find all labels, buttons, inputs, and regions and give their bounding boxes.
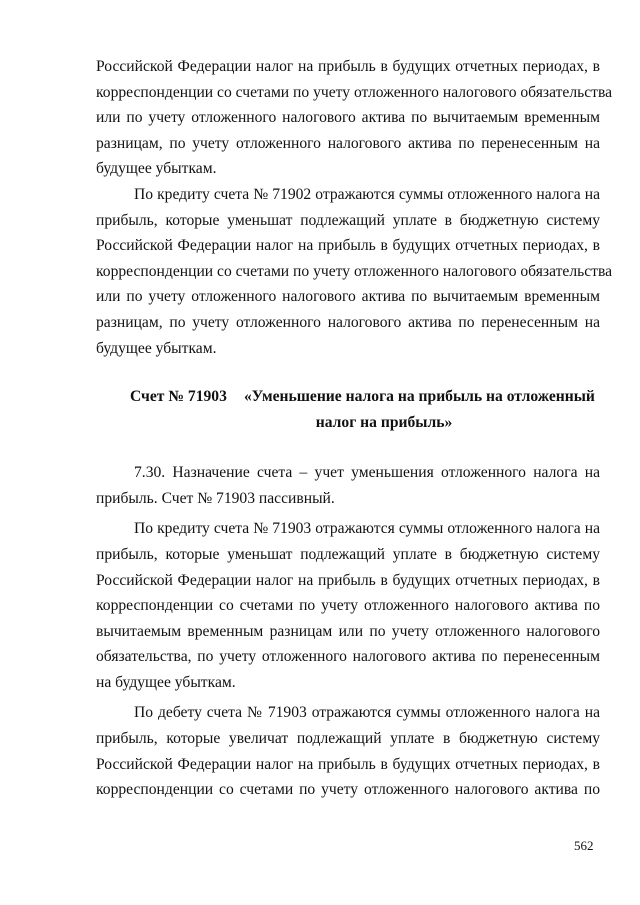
paragraph-purpose (96, 460, 600, 511)
text-line: По кредиту счета № 71902 отражаются суммы отложенного налога на (134, 185, 600, 203)
text-line: По кредиту счета № 71903 отражаются суммы отложенного налога на (134, 520, 600, 538)
paragraph-debit-71903 (96, 700, 600, 802)
text-line: разницам, по учету отложенного налогового актива по перенесенным на (96, 313, 600, 331)
account-code: Счет № 71903 (130, 388, 227, 406)
text-line: прибыль, которые увеличат подлежащий уплате в бюджетную систему (96, 730, 600, 748)
text-line: корреспонденции со счетами по учету отложенного налогового обязательства (96, 262, 613, 280)
account-title-line-2: налог на прибыль» (315, 413, 453, 431)
text-line: корреспонденции со счетами по учету отложенного налогового актива по (96, 781, 600, 799)
text-line: разницам, по учету отложенного налогового актива по перенесенным на (96, 134, 600, 152)
text-line: Российской Федерации налог на прибыль в будущих отчетных периодах, в (96, 755, 600, 773)
text-line: По дебету счета № 71903 отражаются суммы отложенного налога на (134, 704, 600, 722)
section-heading (96, 384, 600, 435)
text-line: или по учету отложенного налогового актива по вычитаемым временным (96, 288, 600, 306)
text-line: Российской Федерации налог на прибыль в будущих отчетных периодах, в (96, 58, 600, 75)
text-line: корреспонденции со счетами по учету отложенного налогового обязательства (96, 83, 613, 101)
text-line: вычитаемым временным разницам или по учету отложенного налогового (96, 622, 600, 640)
text-line: Российской Федерации налог на прибыль в будущих отчетных периодах, в (96, 571, 600, 589)
text-line: будущее убыткам. (96, 160, 217, 178)
text-line: прибыль, которые уменьшат подлежащий уплате в бюджетную систему (96, 211, 600, 229)
text-line: прибыль, которые уменьшат подлежащий уплате в бюджетную систему (96, 545, 600, 563)
text-line: или по учету отложенного налогового актива по вычитаемым временным (96, 109, 600, 127)
account-title-line-1: «Уменьшение налога на прибыль на отложенный (244, 388, 595, 406)
text-line: 7.30. Назначение счета – учет уменьшения отложенного налога на (134, 464, 600, 482)
paragraph-credit-71902 (96, 182, 613, 361)
text-line: прибыль. Счет № 71903 пассивный. (96, 489, 335, 507)
text-line: обязательства, по учету отложенного налогового актива по перенесенным (96, 648, 600, 666)
text-line: будущее убыткам. (96, 339, 217, 357)
text-line: корреспонденции со счетами по учету отложенного налогового актива по (96, 597, 600, 615)
text-line: на будущее убыткам. (96, 673, 236, 691)
text-line: Российской Федерации налог на прибыль в будущих отчетных периодах, в (96, 237, 600, 255)
page-number: 562 (574, 838, 594, 853)
paragraph-continuation (96, 54, 613, 182)
paragraph-credit-71903 (96, 516, 600, 695)
document-page (96, 54, 613, 803)
